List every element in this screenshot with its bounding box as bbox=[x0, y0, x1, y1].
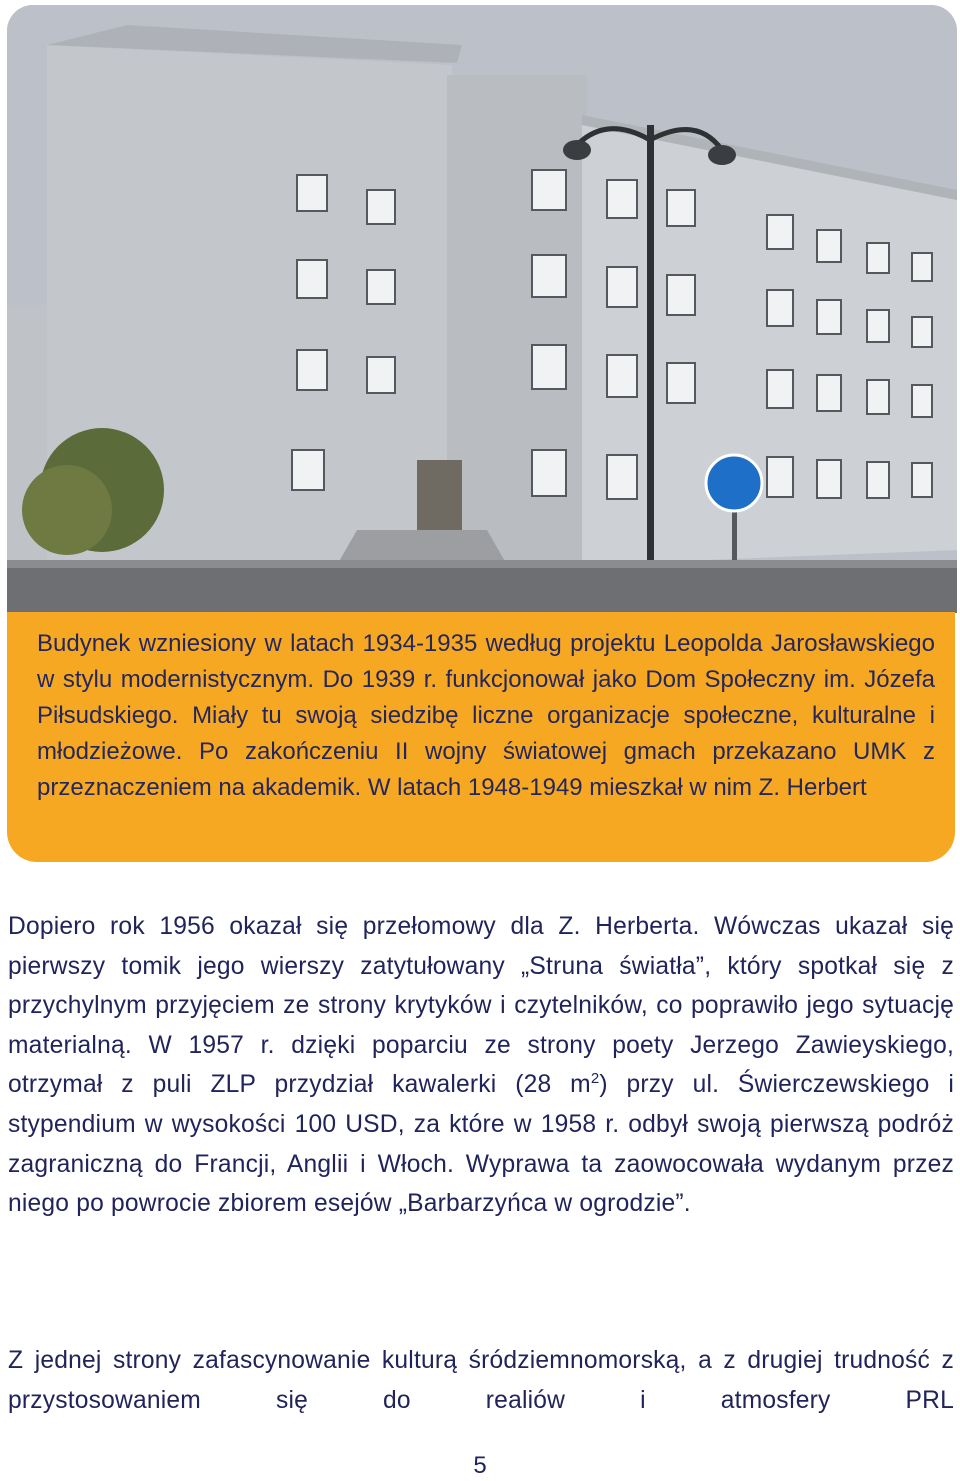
body-paragraph-2: Z jednej strony zafascynowanie kulturą śródziemnomorską, a z drugiej trudność z przystosowaniem się do realiów i atmosfery PRL bbox=[8, 1347, 954, 1414]
photo-caption-box bbox=[7, 612, 955, 862]
body-paragraph-1-part-2: ) przy ul. Świerczewskiego i stypendium w wysokości 100 USD, za które w 1958 r. odbył swoją pierwszą podróż zagraniczną do Francji, Anglii i Włoch. Wyprawa ta zaowocowała wydanym przez niego po powrocie zbiorem esejów „Barbarzyńca w ogrodzie”. bbox=[8, 1071, 954, 1218]
photo-caption-text: Budynek wzniesiony w latach 1934-1935 według projektu Leopolda Jarosławskiego w stylu modernistycznym. Do 1939 r. funkcjonował jako Dom Społeczny im. Józefa Piłsudskiego. Miały tu swoją siedzibę liczne organizacje społeczne, kulturalne i młodzieżowe. Po zakończeniu II wojny światowej gmach przekazano UMK z przeznaczeniem na akademik. W latach 1948-1949 mieszkał w nim Z. Herbert bbox=[37, 630, 935, 801]
building-photo bbox=[7, 5, 957, 613]
superscript-two: 2 bbox=[590, 1070, 600, 1088]
building-photo-illustration bbox=[7, 5, 957, 613]
body-paragraph-1 bbox=[8, 907, 954, 1224]
page-number: 5 bbox=[473, 1452, 487, 1479]
body-paragraph-1-part-1: Dopiero rok 1956 okazał się przełomowy dla Z. Herberta. Wówczas ukazał się pierwszy tomik jego wierszy zatytułowany „Struna światła”, który spotkał się z przychylnym przyjęciem ze strony krytyków i czytelników, co poprawiło jego sytuację materialną. W 1957 r. dzięki poparciu ze strony poety Jerzego Zawieyskiego, otrzymał z puli ZLP przydział kawalerki (28 m bbox=[8, 913, 954, 1099]
